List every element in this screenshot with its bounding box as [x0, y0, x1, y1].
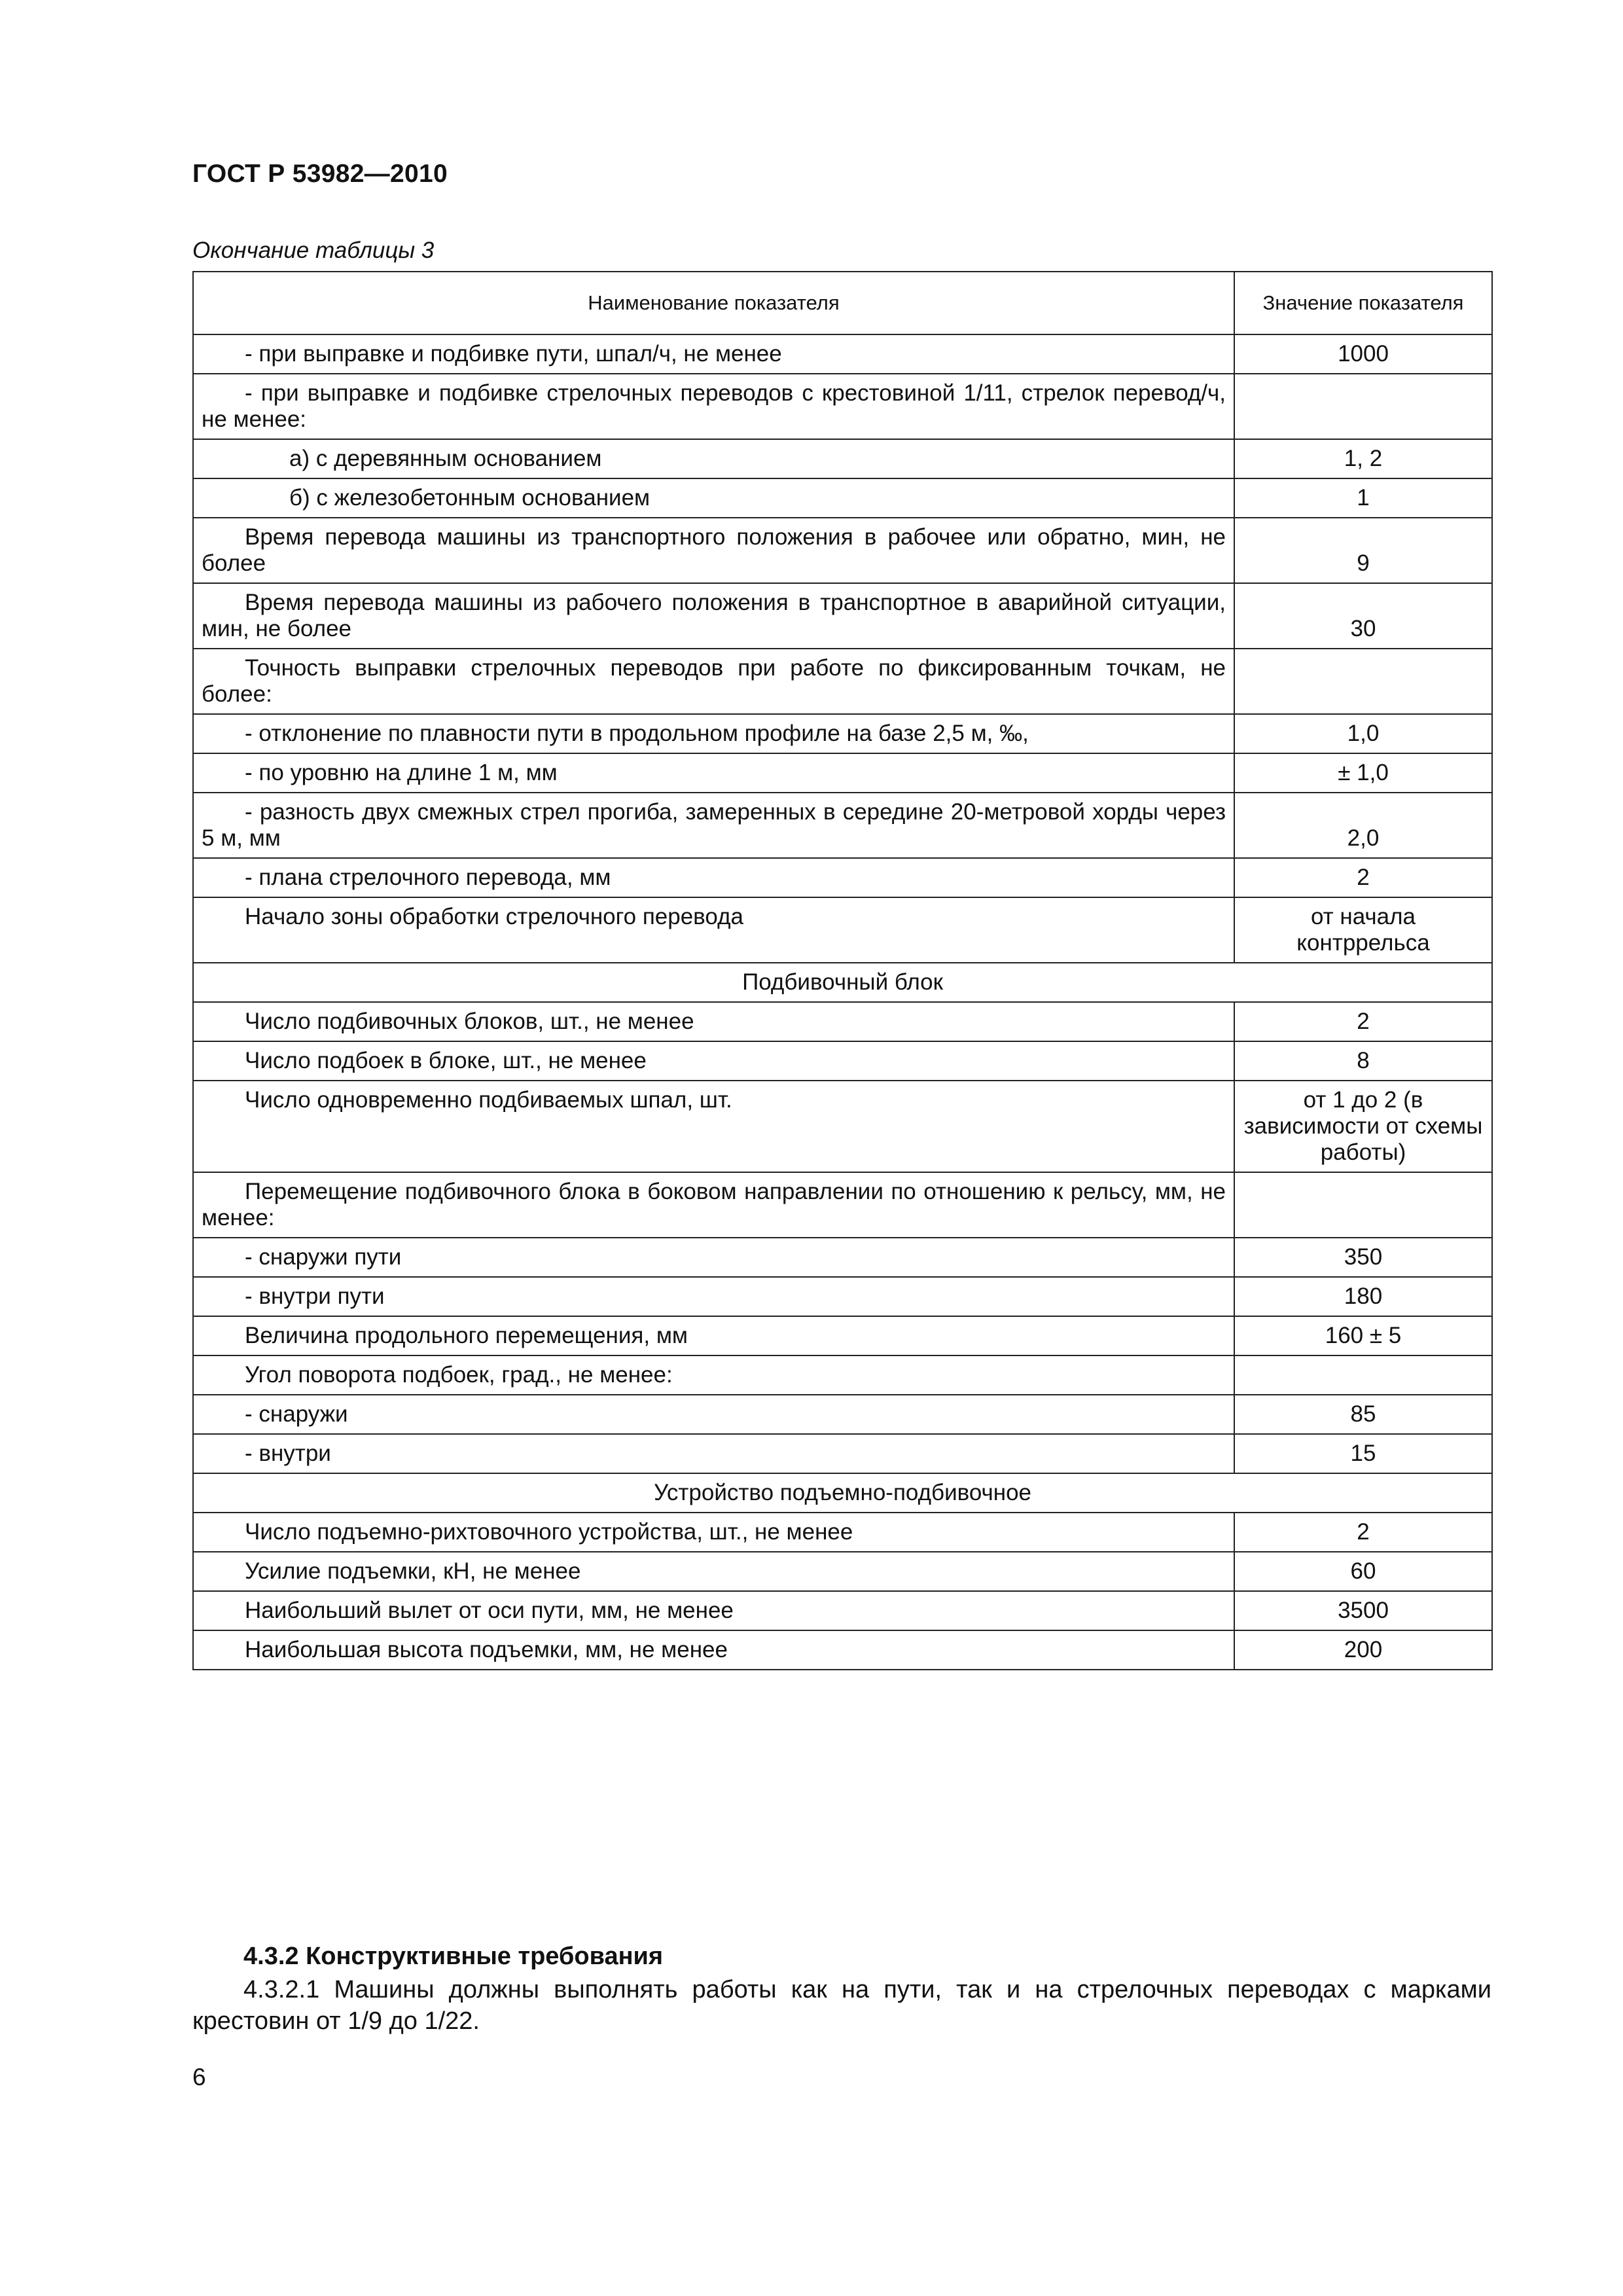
indicator-cell — [193, 583, 1234, 649]
indicator-name: - при выправке и подбивке пути, шпал/ч, не менее — [245, 341, 782, 367]
indicator-cell — [193, 753, 1234, 793]
value-cell: 180 — [1234, 1277, 1492, 1316]
indicator-name: Число подбивочных блоков, шт., не менее — [245, 1009, 694, 1034]
indicator-cell — [193, 793, 1234, 858]
value-cell — [1234, 1172, 1492, 1238]
table-row — [193, 714, 1492, 753]
indicator-name: - отклонение по плавности пути в продольном профиле на базе 2,5 м, ‰, — [245, 721, 1029, 746]
value-cell: от 1 до 2 (в зависимости от схемы работы) — [1234, 1081, 1492, 1172]
table-row — [193, 518, 1492, 583]
table-row — [193, 793, 1492, 858]
table-row — [193, 753, 1492, 793]
indicator-name: Время перевода машины из рабочего положения в транспортное в аварийной ситуации, мин, не более — [202, 590, 1226, 641]
table-body — [193, 334, 1492, 1670]
value-cell: 8 — [1234, 1041, 1492, 1081]
table-row — [193, 1395, 1492, 1434]
indicator-cell — [193, 334, 1234, 374]
value-cell: 2 — [1234, 858, 1492, 897]
table-row — [193, 1513, 1492, 1552]
column-header-value: Значение показателя — [1234, 272, 1492, 334]
table-row — [193, 1081, 1492, 1172]
table-row — [193, 1172, 1492, 1238]
indicator-name: - по уровню на длине 1 м, мм — [245, 760, 558, 785]
indicator-cell — [193, 1172, 1234, 1238]
indicator-name: Число подъемно-рихтовочного устройства, шт., не менее — [245, 1519, 853, 1545]
value-cell: 30 — [1234, 583, 1492, 649]
value-cell: ± 1,0 — [1234, 753, 1492, 793]
value-cell: 3500 — [1234, 1591, 1492, 1630]
indicator-name: - снаружи пути — [245, 1244, 402, 1270]
indicator-name: Наибольшая высота подъемки, мм, не менее — [245, 1637, 728, 1662]
indicator-cell — [193, 439, 1234, 478]
table-section-row — [193, 963, 1492, 1002]
table-row — [193, 1041, 1492, 1081]
indicator-cell — [193, 649, 1234, 714]
indicator-name: Перемещение подбивочного блока в боковом направлении по отношению к рельсу, мм, не менее: — [202, 1179, 1226, 1230]
indicator-cell — [193, 1002, 1234, 1041]
value-cell: 1000 — [1234, 334, 1492, 374]
indicator-cell — [193, 714, 1234, 753]
table-row — [193, 1316, 1492, 1355]
indicator-name: б) с железобетонным основанием — [289, 485, 651, 511]
indicator-cell — [193, 1238, 1234, 1277]
value-cell: 1 — [1234, 478, 1492, 518]
value-cell: 15 — [1234, 1434, 1492, 1473]
indicator-cell — [193, 1513, 1234, 1552]
indicator-cell — [193, 1081, 1234, 1172]
indicator-cell — [193, 1355, 1234, 1395]
table-section-title: Устройство подъемно-подбивочное — [193, 1473, 1492, 1513]
value-cell: 350 — [1234, 1238, 1492, 1277]
value-cell: 60 — [1234, 1552, 1492, 1591]
value-cell: 9 — [1234, 518, 1492, 583]
indicator-name: Точность выправки стрелочных переводов при работе по фиксированным точкам, не более: — [202, 655, 1226, 707]
indicator-name: Число подбоек в блоке, шт., не менее — [245, 1048, 647, 1073]
table-row — [193, 1630, 1492, 1670]
indicator-cell — [193, 1395, 1234, 1434]
table-row — [193, 1238, 1492, 1277]
value-cell: 2 — [1234, 1513, 1492, 1552]
indicator-name: Наибольший вылет от оси пути, мм, не менее — [245, 1598, 734, 1623]
indicator-cell — [193, 374, 1234, 439]
value-cell — [1234, 649, 1492, 714]
value-cell — [1234, 374, 1492, 439]
indicator-cell — [193, 1316, 1234, 1355]
table-row — [193, 858, 1492, 897]
indicator-cell — [193, 897, 1234, 963]
table-row — [193, 1552, 1492, 1591]
table-row — [193, 374, 1492, 439]
table-row — [193, 1355, 1492, 1395]
table-row — [193, 1591, 1492, 1630]
indicator-name: а) с деревянным основанием — [289, 446, 602, 471]
indicator-cell — [193, 1041, 1234, 1081]
indicator-name: - плана стрелочного перевода, мм — [245, 865, 611, 890]
table-row — [193, 1434, 1492, 1473]
indicator-cell — [193, 858, 1234, 897]
indicator-cell — [193, 1434, 1234, 1473]
table-row — [193, 583, 1492, 649]
specifications-table — [192, 271, 1493, 1670]
section-paragraph: 4.3.2.1 Машины должны выполнять работы как на пути, так и на стрелочных переводах с марками крестовин от 1/9 до 1/22. — [192, 1976, 1491, 2035]
indicator-name: - разность двух смежных стрел прогиба, замеренных в середине 20-метровой хорды через 5 м, мм — [202, 799, 1226, 851]
value-cell: 85 — [1234, 1395, 1492, 1434]
value-cell: 2,0 — [1234, 793, 1492, 858]
indicator-name: Время перевода машины из транспортного положения в рабочее или обратно, мин, не более — [202, 524, 1226, 576]
table-row — [193, 1002, 1492, 1041]
table-row — [193, 334, 1492, 374]
indicator-cell — [193, 1277, 1234, 1316]
indicator-name: - внутри пути — [245, 1283, 385, 1309]
value-cell: 200 — [1234, 1630, 1492, 1670]
value-cell: от начала контррельса — [1234, 897, 1492, 963]
indicator-name: - снаружи — [245, 1401, 348, 1427]
indicator-cell — [193, 518, 1234, 583]
column-header-indicator: Наименование показателя — [193, 272, 1234, 334]
indicator-name: Усилие подъемки, кН, не менее — [245, 1558, 581, 1584]
indicator-name: - внутри — [245, 1441, 331, 1466]
indicator-name: Угол поворота подбоек, град., не менее: — [245, 1362, 673, 1388]
value-cell — [1234, 1355, 1492, 1395]
page-number: 6 — [192, 2064, 206, 2090]
table-row — [193, 439, 1492, 478]
section-heading: 4.3.2 Конструктивные требования — [243, 1943, 664, 1970]
indicator-name: - при выправке и подбивке стрелочных переводов с крестовиной 1/11, стрелок перевод/ч, не менее: — [202, 380, 1226, 432]
table-section-title: Подбивочный блок — [193, 963, 1492, 1002]
table-row — [193, 897, 1492, 963]
table-header-row — [193, 272, 1492, 334]
indicator-cell — [193, 1591, 1234, 1630]
table-row — [193, 649, 1492, 714]
indicator-cell — [193, 1630, 1234, 1670]
value-cell: 2 — [1234, 1002, 1492, 1041]
document-header: ГОСТ Р 53982—2010 — [192, 160, 448, 188]
indicator-name: Величина продольного перемещения, мм — [245, 1323, 688, 1348]
value-cell: 160 ± 5 — [1234, 1316, 1492, 1355]
table-row — [193, 1277, 1492, 1316]
table-caption: Окончание таблицы 3 — [192, 238, 435, 263]
value-cell: 1,0 — [1234, 714, 1492, 753]
indicator-cell — [193, 478, 1234, 518]
value-cell: 1, 2 — [1234, 439, 1492, 478]
table-row — [193, 478, 1492, 518]
table-section-row — [193, 1473, 1492, 1513]
indicator-name: Начало зоны обработки стрелочного перевода — [245, 904, 743, 929]
indicator-name: Число одновременно подбиваемых шпал, шт. — [245, 1087, 732, 1113]
indicator-cell — [193, 1552, 1234, 1591]
